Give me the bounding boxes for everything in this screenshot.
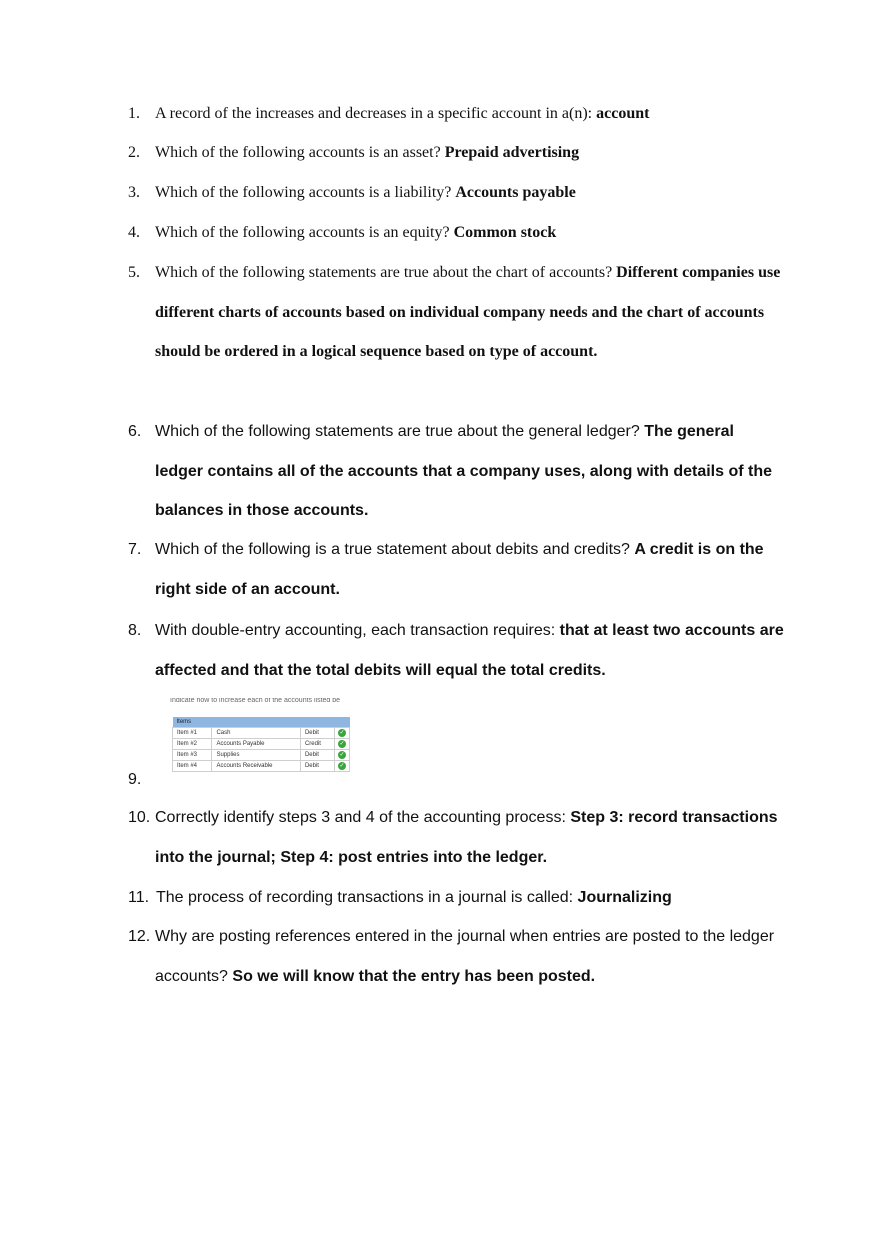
question-number: 8. (128, 622, 142, 639)
table-cell: Accounts Payable (212, 739, 300, 750)
question-number: 11. (128, 889, 150, 906)
question-text: Why are posting references entered in the journal when entries are posted to the ledger accounts? (155, 928, 775, 985)
table-header-row (173, 717, 350, 728)
question-text: Which of the following is a true statement about debits and credits? (155, 541, 635, 558)
question-text: The process of recording transactions in a journal is called: (156, 889, 578, 906)
question-number: 5. (128, 264, 140, 281)
table-row (173, 728, 350, 739)
table-header-cell (335, 717, 350, 728)
table-cell: Item #4 (173, 761, 212, 772)
table-cell (335, 750, 350, 761)
question-text: A record of the increases and decreases in a specific account in a(n): (155, 105, 597, 122)
table-cell: Credit (300, 739, 334, 750)
table-cell: Debit (300, 728, 334, 739)
check-circle-icon: ✓ (339, 730, 345, 736)
question-number: 12. (128, 928, 151, 945)
table-cell: Supplies (212, 750, 300, 761)
answer-text: Step 3: record transactions into the journal; Step 4: post entries into the ledger. (155, 809, 778, 866)
check-circle-icon: ✓ (339, 741, 345, 747)
question-number: 1. (128, 105, 140, 122)
answer-text: So we will know that the entry has been posted. (232, 967, 596, 985)
question-text: With double-entry accounting, each transaction requires: (155, 622, 560, 639)
table-header-cell (300, 717, 334, 728)
answer-text: The general ledger contains all of the accounts that a company uses, along with details of the balances in those accounts. (155, 423, 772, 520)
answer-text: Prepaid advertising (444, 144, 580, 161)
question-number: 7. (128, 541, 142, 558)
answer-text: that at least two accounts are affected and that the total debits will equal the total credits. (155, 622, 784, 679)
question-text: Which of the following statements are true about the general ledger? (155, 423, 645, 440)
question-number: 3. (128, 184, 140, 201)
table-row (173, 750, 350, 761)
table-cell: Cash (212, 728, 300, 739)
table-cell: Accounts Receivable (212, 761, 300, 772)
check-circle-icon: ✓ (339, 752, 345, 758)
answer-text: Common stock (453, 224, 557, 241)
table-row (173, 761, 350, 772)
table-cell: Debit (300, 750, 334, 761)
question-number: 9. (128, 771, 142, 788)
table-header-cell: Items (173, 717, 212, 728)
table-cell (335, 739, 350, 750)
answer-text: A credit is on the right side of an account. (155, 541, 764, 598)
embedded-screenshot (170, 698, 352, 778)
question-text: Which of the following accounts is an asset? (155, 144, 445, 161)
question-text: Correctly identify steps 3 and 4 of the accounting process: (155, 809, 571, 826)
question-text: Which of the following accounts is a liability? (155, 184, 456, 201)
question-number: 6. (128, 423, 142, 440)
answer-text: Journalizing (577, 889, 672, 906)
answer-text: Different companies use different charts of accounts based on individual company needs and the chart of accounts should be ordered in a logical sequence based on type of account. (155, 264, 781, 361)
table-cell: Item #3 (173, 750, 212, 761)
table-cell (335, 728, 350, 739)
table-cell (335, 761, 350, 772)
question-number: 2. (128, 144, 140, 161)
answer-text: Accounts payable (455, 184, 576, 201)
table-cell: Debit (300, 761, 334, 772)
question-number: 4. (128, 224, 140, 241)
answer-text: account (596, 105, 650, 122)
table-cell: Item #2 (173, 739, 212, 750)
question-number: 10. (128, 809, 151, 826)
table-header-cell (212, 717, 300, 728)
screenshot-table (172, 717, 350, 772)
check-circle-icon: ✓ (339, 763, 345, 769)
table-row (173, 739, 350, 750)
screenshot-caption: Indicate how to increase each of the accounts listed be (170, 698, 341, 704)
question-text: Which of the following accounts is an equity? (155, 224, 454, 241)
question-text: Which of the following statements are true about the chart of accounts? (155, 264, 617, 281)
table-cell: Item #1 (173, 728, 212, 739)
